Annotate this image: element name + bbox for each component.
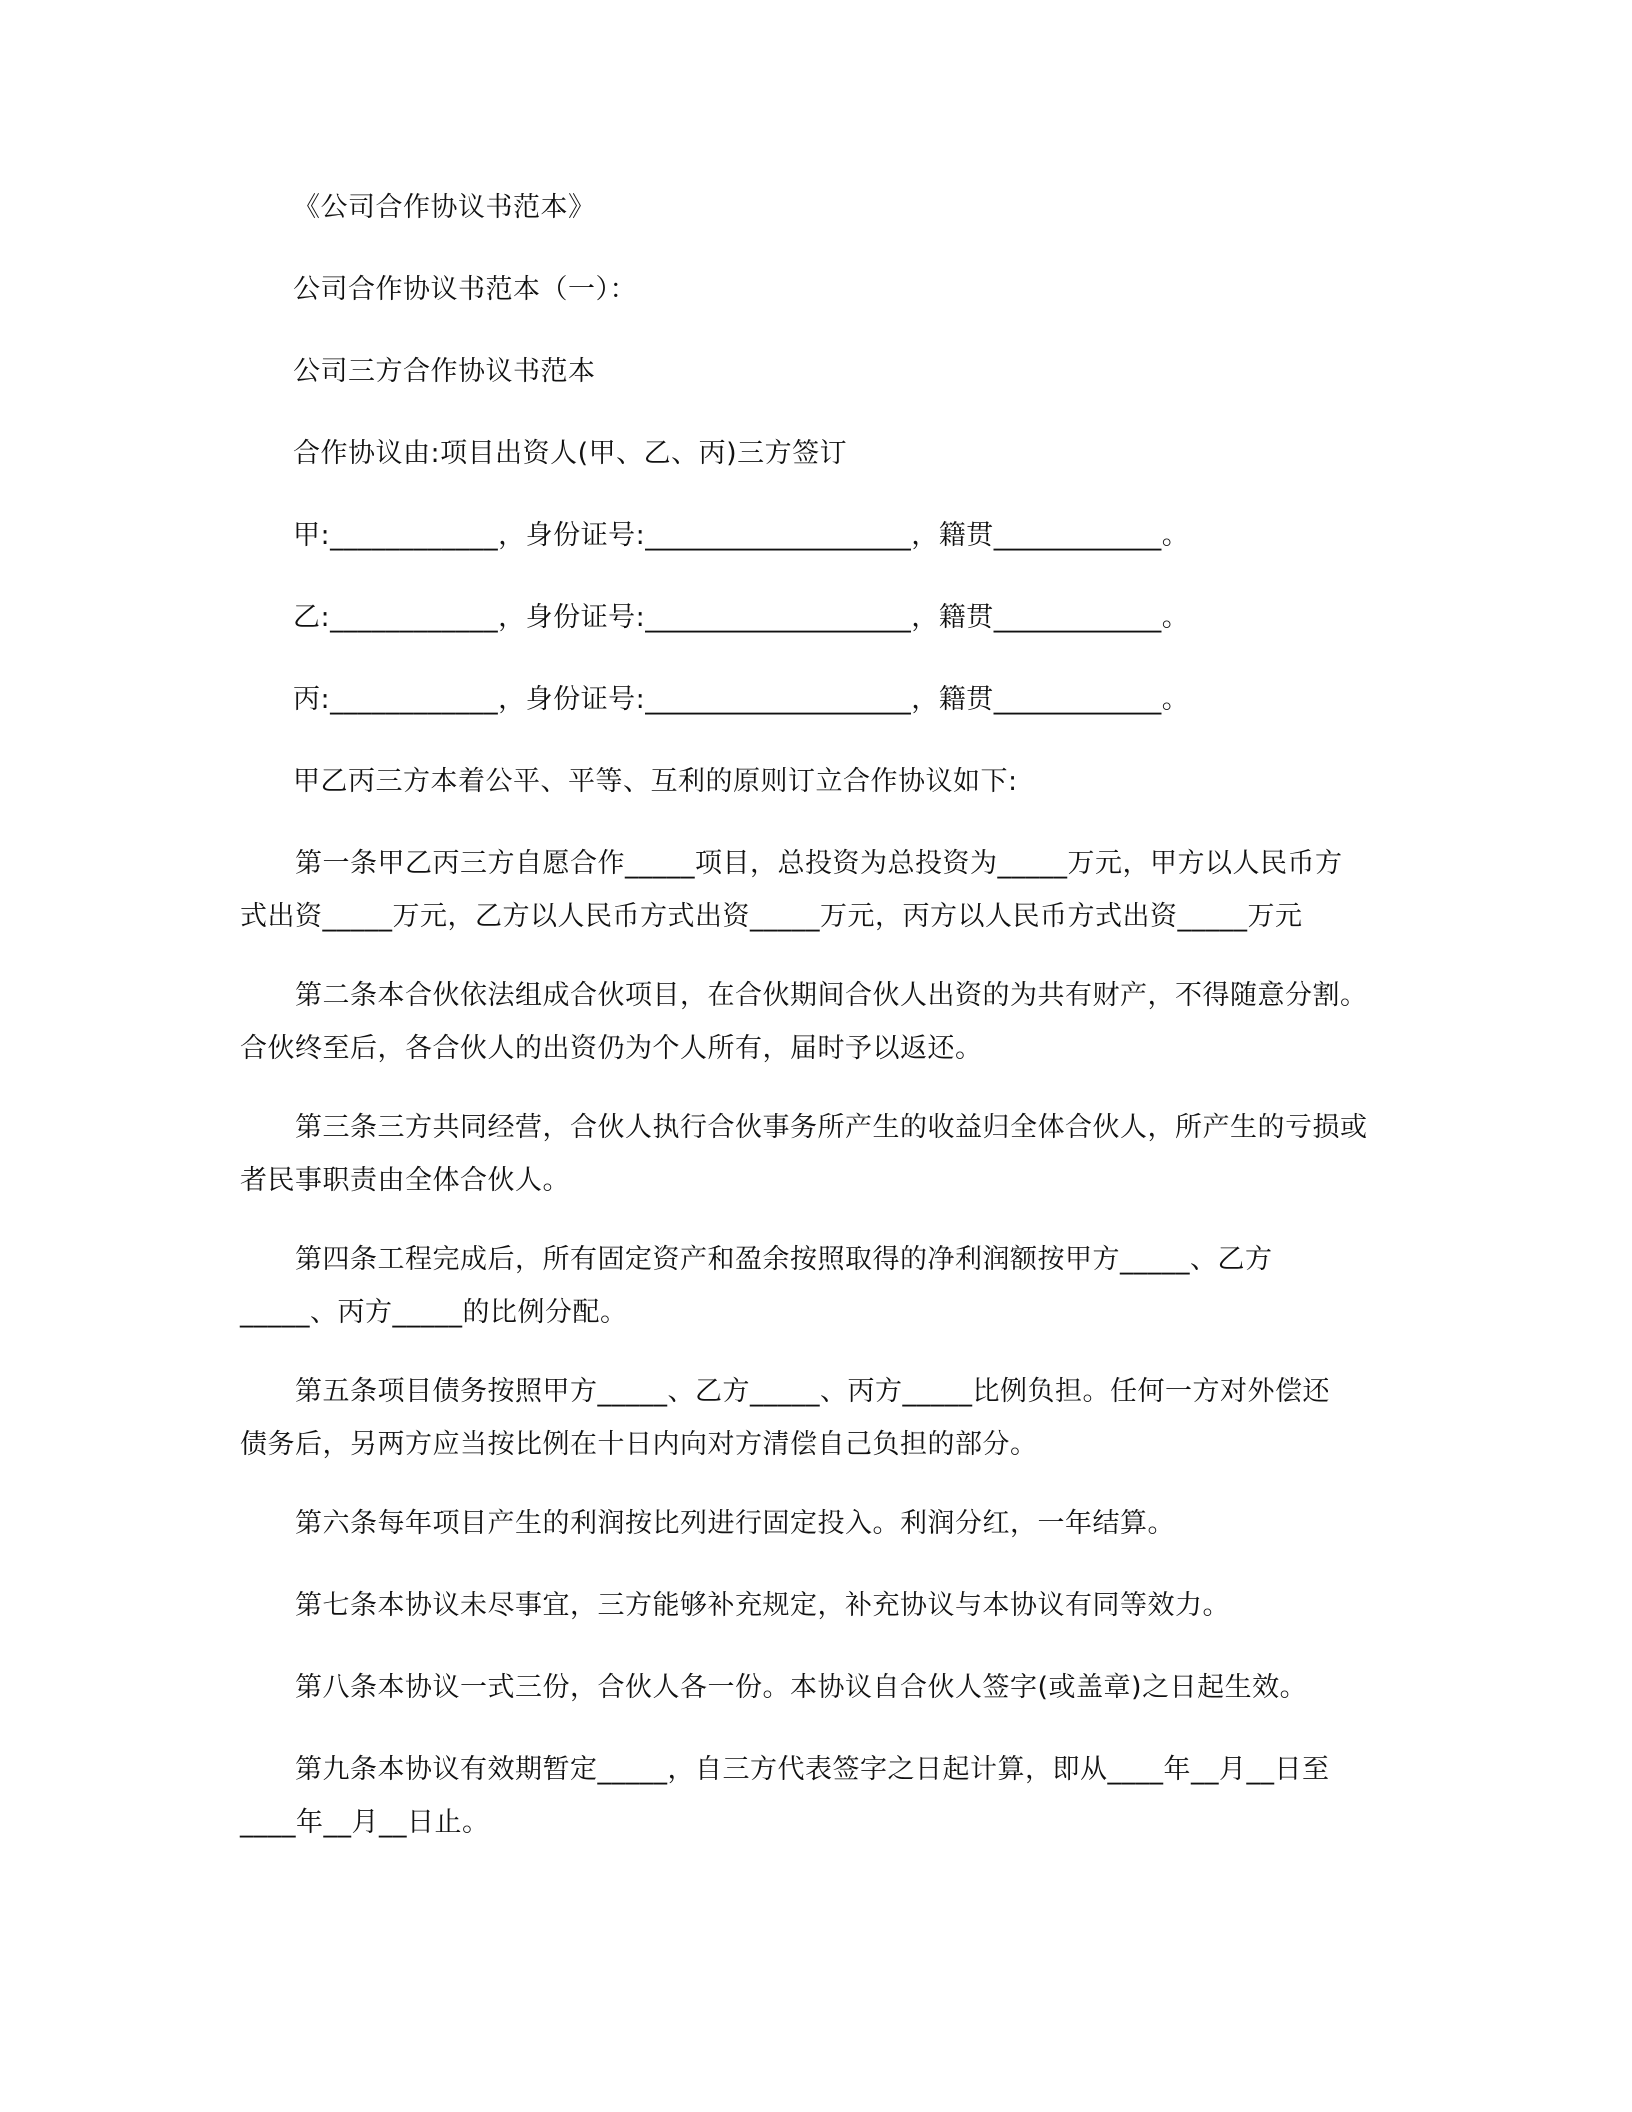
party-a-line: 甲:____________，身份证号:___________________，籍贯____________。 xyxy=(293,520,1190,551)
article-2 xyxy=(240,969,1380,1075)
article-3 xyxy=(240,1101,1380,1207)
article-5-line-2: 债务后，另两方应当按比例在十日内向对方清偿自己负担的部分。 xyxy=(240,1429,1038,1460)
document-heading: 公司三方合作协议书范本 xyxy=(293,356,596,387)
article-3-line-1: 第三条三方共同经营，合伙人执行合伙事务所产生的收益归全体合伙人，所产生的亏损或 xyxy=(295,1112,1368,1143)
article-6 xyxy=(240,1497,1380,1550)
document-title: 《公司合作协议书范本》 xyxy=(293,192,596,223)
article-1-line-1: 第一条甲乙丙三方自愿合作_____项目，总投资为总投资为_____万元，甲方以人民币方 xyxy=(295,848,1343,879)
article-9-line-1: 第九条本协议有效期暂定_____，自三方代表签字之日起计算，即从____年__月__日至 xyxy=(295,1754,1330,1785)
article-2-line-2: 合伙终至后，各合伙人的出资仍为个人所有，届时予以返还。 xyxy=(240,1033,983,1064)
article-5 xyxy=(240,1365,1380,1471)
article-7-line-1: 第七条本协议未尽事宜，三方能够补充规定，补充协议与本协议有同等效力。 xyxy=(295,1590,1230,1621)
article-8 xyxy=(240,1661,1380,1714)
party-b-line: 乙:____________，身份证号:___________________，籍贯____________。 xyxy=(293,602,1190,633)
article-2-line-1: 第二条本合伙依法组成合伙项目，在合伙期间合伙人出资的为共有财产，不得随意分割。 xyxy=(295,980,1368,1011)
article-9 xyxy=(240,1743,1380,1849)
article-1 xyxy=(240,837,1380,943)
article-1-line-2: 式出资_____万元，乙方以人民币方式出资_____万元，丙方以人民币方式出资_____万元 xyxy=(240,901,1303,932)
article-3-line-2: 者民事职责由全体合伙人。 xyxy=(240,1165,570,1196)
article-6-line-1: 第六条每年项目产生的利润按比列进行固定投入。利润分红，一年结算。 xyxy=(295,1508,1175,1539)
document-subtitle: 公司合作协议书范本（一）： xyxy=(293,274,637,305)
principle-text: 甲乙丙三方本着公平、平等、互利的原则订立合作协议如下: xyxy=(293,766,1018,797)
article-4-line-2: _____、丙方_____的比例分配。 xyxy=(240,1297,628,1328)
article-4-line-1: 第四条工程完成后，所有固定资产和盈余按照取得的净利润额按甲方_____、乙方 xyxy=(295,1244,1273,1275)
article-7 xyxy=(240,1579,1380,1632)
article-9-line-2: ____年__月__日止。 xyxy=(240,1807,490,1838)
intro-text: 合作协议由:项目出资人(甲、乙、丙)三方签订 xyxy=(293,438,848,469)
article-8-line-1: 第八条本协议一式三份，合伙人各一份。本协议自合伙人签字(或盖章)之日起生效。 xyxy=(295,1672,1308,1703)
party-c-line: 丙:____________，身份证号:___________________，籍贯____________。 xyxy=(293,684,1190,715)
article-4 xyxy=(240,1233,1380,1339)
article-5-line-1: 第五条项目债务按照甲方_____、乙方_____、丙方_____比例负担。任何一方对外偿还 xyxy=(295,1376,1330,1407)
